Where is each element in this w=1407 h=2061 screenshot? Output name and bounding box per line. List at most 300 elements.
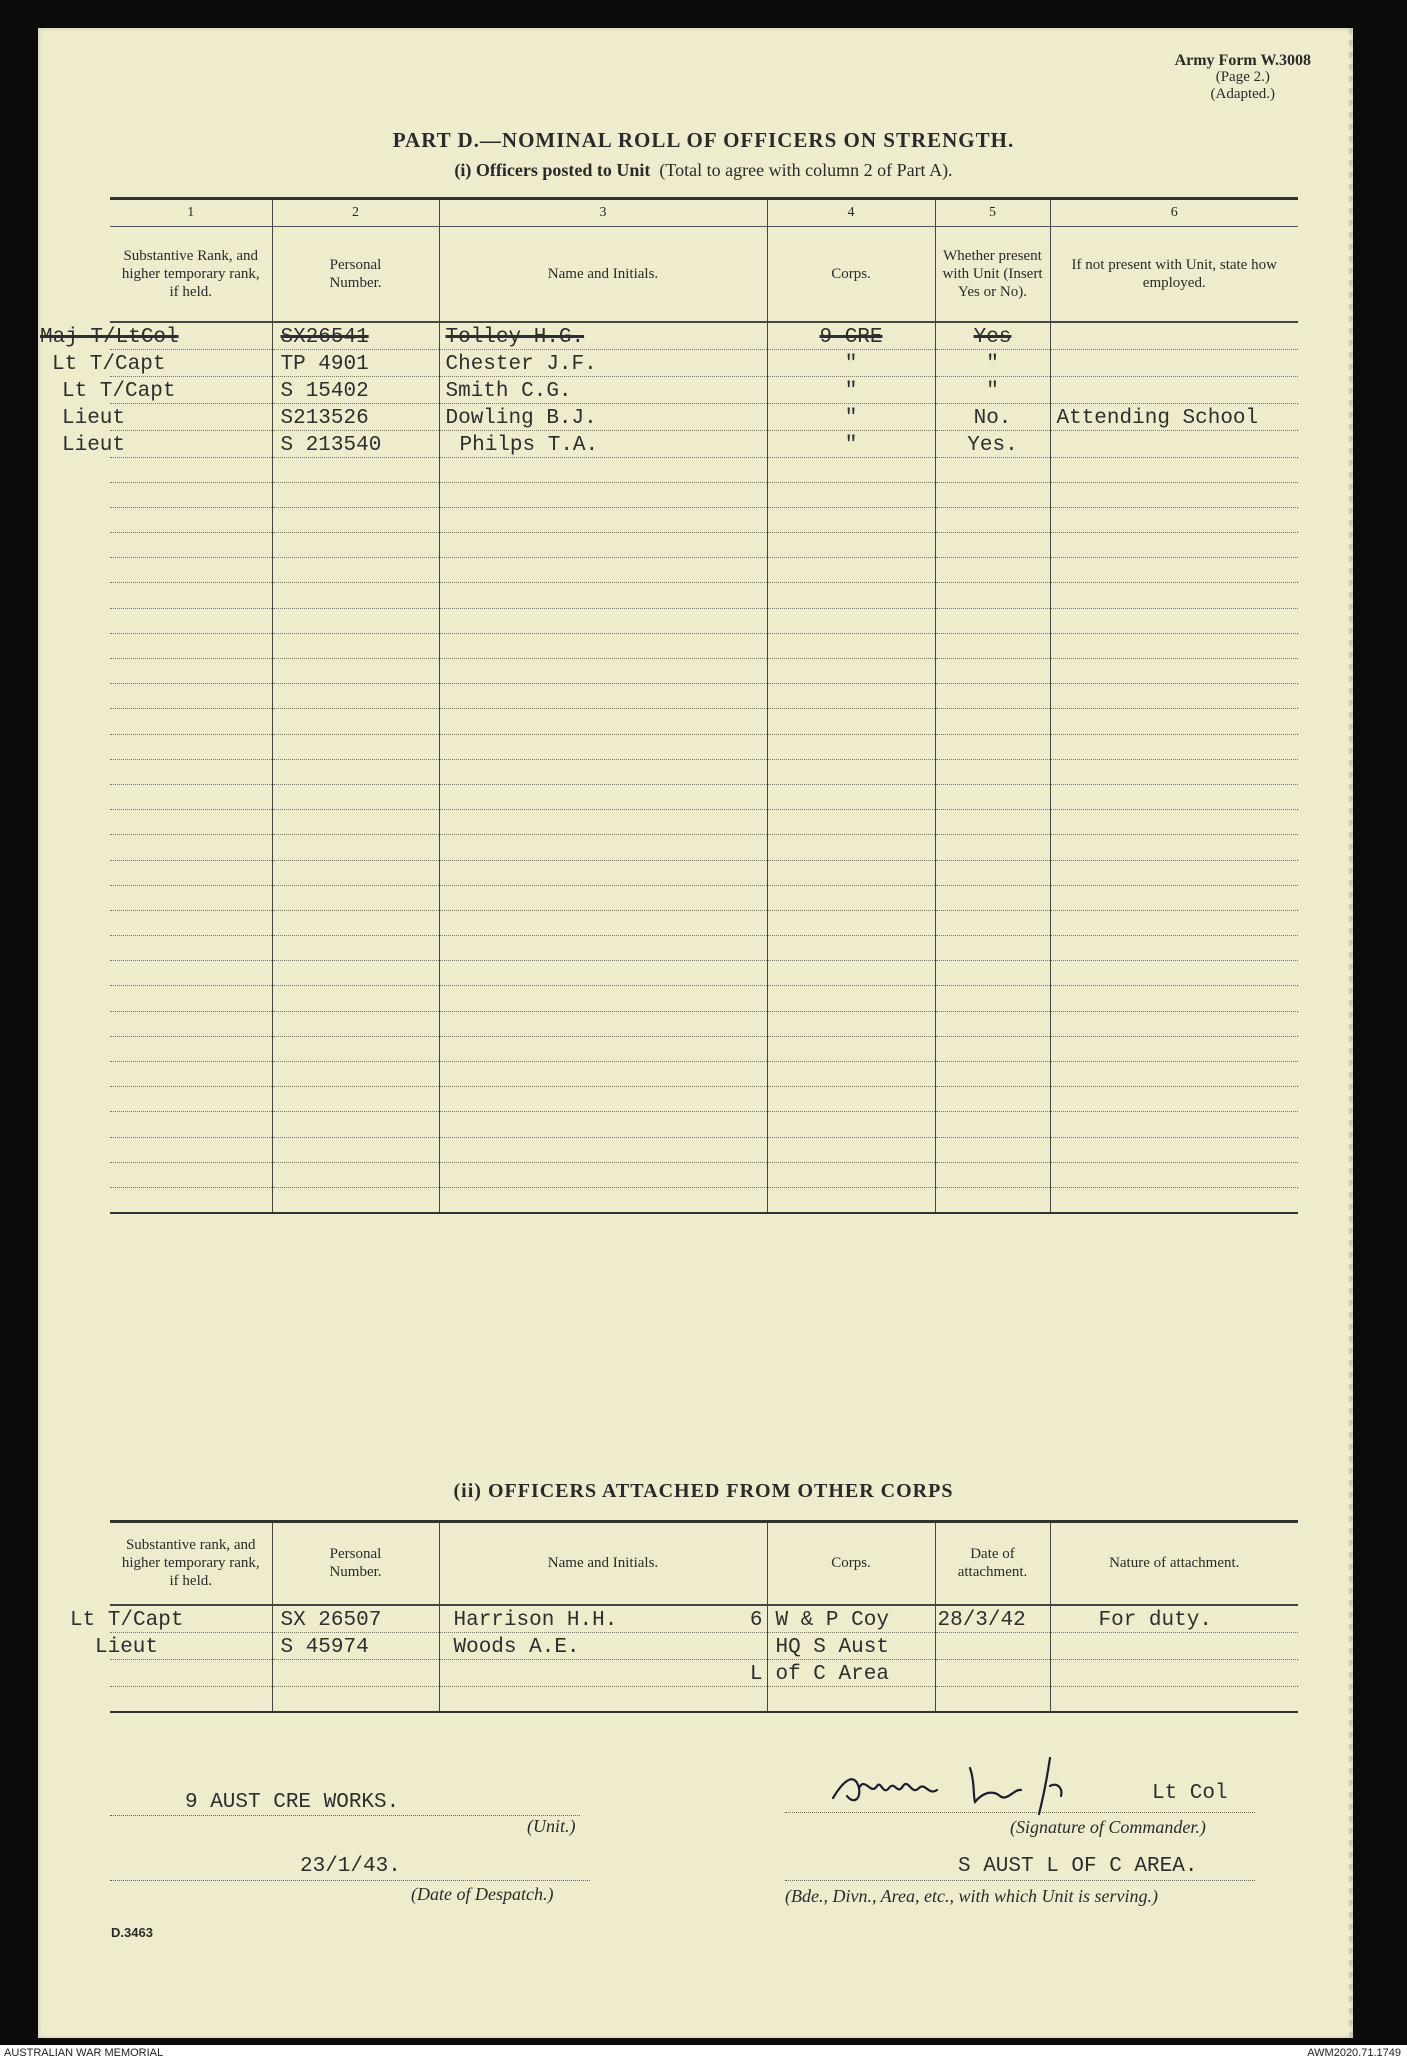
cell-name [439,558,767,583]
cell-personal-number [272,558,439,583]
col-number: 6 [1050,199,1298,227]
cell-employed [1050,633,1298,658]
cell-name [439,1632,767,1659]
cell-corps [767,1087,935,1112]
cell-corps [767,810,935,835]
commander-signature [825,1738,1135,1818]
cell-corps [767,1137,935,1162]
cell-corps [767,1632,935,1659]
cell-personal-number [272,1087,439,1112]
cell-nature [1050,1686,1298,1712]
cell-date [935,1632,1050,1659]
cell-name [439,936,767,961]
cell-present [935,1187,1050,1213]
cell-corps [767,835,935,860]
cell-present [935,1137,1050,1162]
cell-personal-number [272,860,439,885]
table-row [110,1632,1298,1659]
cell-rank [110,1036,272,1061]
cell-personal-number [272,1187,439,1213]
cell-name-text: 6 [749,1608,763,1632]
cell-rank [95,1632,272,1659]
table-row [110,1162,1298,1187]
cell-name [439,810,767,835]
cell-corps [767,659,935,684]
cell-employed [1050,1062,1298,1087]
cell-personal-number [272,1011,439,1036]
date-value: 23/1/43. [300,1855,401,1878]
cell-rank [110,885,272,910]
area-value: S AUST L OF C AREA. [958,1855,1198,1878]
cell-name [439,482,767,507]
cell-name-text: Tolley H.G. [445,325,585,349]
cell-corps-text: of C Area [775,1662,889,1686]
col-number: 2 [272,199,439,227]
cell-employed [1050,1036,1298,1061]
cell-personal-number-text: S 15402 [280,379,369,403]
cell-present [935,482,1050,507]
cell-personal-number [272,684,439,709]
cell-name [439,633,767,658]
cell-corps [767,403,935,430]
col-number: 5 [935,199,1050,227]
table-row [110,910,1298,935]
cell-present [935,1036,1050,1061]
cell-rank [52,349,272,376]
cell-name [439,376,767,403]
cell-present-text: " [986,352,999,376]
cell-present [935,558,1050,583]
cell-name [439,403,767,430]
cell-rank [110,608,272,633]
cell-present [935,810,1050,835]
cell-present [935,835,1050,860]
cell-present [935,961,1050,986]
cell-name [439,784,767,809]
cell-corps [767,583,935,608]
cell-employed [1050,659,1298,684]
header-personal-number: Personal Number. [272,1522,439,1605]
area-label: (Bde., Divn., Area, etc., with which Unit is serving.) [785,1886,1158,1906]
cell-personal-number [272,1605,439,1633]
cell-rank [110,659,272,684]
cell-rank-text: Lieut [62,433,126,457]
cell-personal-number [272,1062,439,1087]
cell-present [935,507,1050,532]
date-line [110,1880,590,1881]
cell-name [439,349,767,376]
cell-present-text: No. [973,406,1012,430]
table-row [110,659,1298,684]
cell-employed [1050,1187,1298,1213]
cell-present [935,1112,1050,1137]
cell-present [935,457,1050,482]
header-present: Whether present with Unit (Insert Yes or No). [935,227,1050,322]
cell-rank [110,961,272,986]
cell-corps [767,910,935,935]
header-corps: Corps. [767,227,935,322]
cell-employed [1050,349,1298,376]
cell-rank [62,376,272,403]
cell-rank [62,430,272,457]
cell-personal-number [272,810,439,835]
table-row [110,709,1298,734]
col-number: 4 [767,199,935,227]
cell-employed [1050,457,1298,482]
cell-personal-number [272,583,439,608]
cell-employed [1050,583,1298,608]
table-row [110,349,1298,376]
cell-personal-number [272,608,439,633]
table-row [110,633,1298,658]
cell-employed [1050,1112,1298,1137]
cell-corps [767,1112,935,1137]
cell-personal-number [272,1686,439,1712]
table-row [110,784,1298,809]
cell-name [439,583,767,608]
cell-date [935,1686,1050,1712]
cell-corps [767,322,935,350]
cell-corps [767,885,935,910]
cell-present [935,659,1050,684]
cell-present [935,376,1050,403]
cell-rank [110,583,272,608]
cell-employed [1050,376,1298,403]
cell-corps [767,1187,935,1213]
cell-rank-text: Lt T/Capt [52,352,166,376]
signature-label: (Signature of Commander.) [1010,1817,1206,1837]
cell-corps [767,507,935,532]
cell-personal-number [272,835,439,860]
table-row [110,1112,1298,1137]
cell-corps [767,1036,935,1061]
cell-name-text: L [749,1662,763,1686]
cell-name-text: Smith C.G. [445,379,572,403]
cell-rank [110,1187,272,1213]
cell-name [439,1062,767,1087]
cell-rank [110,558,272,583]
cell-employed [1050,1087,1298,1112]
cell-name [439,533,767,558]
cell-present-text: " [986,379,999,403]
cell-corps [767,986,935,1011]
table-row [110,860,1298,885]
cell-rank-text: Lt T/Capt [62,379,176,403]
table-row [110,1187,1298,1213]
cell-date [935,1605,1050,1633]
cell-name-text: Chester J.F. [445,352,597,376]
cell-present [935,583,1050,608]
cell-corps [767,608,935,633]
table-row [110,1087,1298,1112]
cell-present [935,430,1050,457]
cell-rank [110,533,272,558]
table-row [110,1659,1298,1686]
cell-rank [110,1686,272,1712]
cell-employed [1050,322,1298,350]
cell-rank [110,684,272,709]
cell-name-text: Dowling B.J. [445,406,597,430]
cell-name [439,322,767,350]
cell-personal-number-text: TP 4901 [280,352,369,376]
cell-personal-number [272,1162,439,1187]
cell-name [439,986,767,1011]
cell-rank [110,810,272,835]
cell-personal-number-text: S 45974 [280,1635,369,1659]
table-row [110,734,1298,759]
cell-present [935,709,1050,734]
cell-corps-text: " [844,433,858,457]
cell-present [935,608,1050,633]
unit-label: (Unit.) [527,1816,576,1836]
cell-name [439,430,767,457]
cell-rank [70,1605,272,1633]
cell-rank [110,633,272,658]
cell-employed [1050,430,1298,457]
cell-name [439,1112,767,1137]
cell-name [439,860,767,885]
table-row [110,1062,1298,1087]
header-corps: Corps. [767,1522,935,1605]
cell-personal-number [272,633,439,658]
cell-corps-text: " [844,406,858,430]
cell-date-text: 28/3/42 [937,1608,1026,1632]
cell-corps [767,759,935,784]
cell-personal-number [272,961,439,986]
cell-name [439,1187,767,1213]
cell-personal-number [272,659,439,684]
cell-personal-number [272,885,439,910]
cell-employed [1050,936,1298,961]
table-row [110,403,1298,430]
section-ii-title: (ii) OFFICERS ATTACHED FROM OTHER CORPS [453,1480,954,1502]
cell-present [935,1062,1050,1087]
cell-rank [110,1062,272,1087]
cell-corps [767,1011,935,1036]
table-row [110,558,1298,583]
cell-personal-number [272,1137,439,1162]
cell-rank [110,1162,272,1187]
cell-personal-number [272,910,439,935]
cell-employed [1050,533,1298,558]
officers-posted-table [40,197,1298,1214]
cell-personal-number [272,709,439,734]
table-row [110,1036,1298,1061]
cell-corps-text: W & P Coy [775,1608,889,1632]
cell-rank [110,860,272,885]
header-personal-number: Personal Number. [272,227,439,322]
table-row [110,322,1298,350]
cell-corps [767,684,935,709]
cell-name [439,659,767,684]
table-row [110,885,1298,910]
cell-rank [110,759,272,784]
cell-name [439,835,767,860]
cell-rank [110,986,272,1011]
table-row [110,986,1298,1011]
cell-personal-number [272,1036,439,1061]
area-line [785,1880,1255,1881]
cell-corps [767,457,935,482]
form-number: Army Form W.3008 [1174,52,1311,69]
cell-personal-number-text: S213526 [280,406,369,430]
header-rank: Substantive Rank, and higher temporary rank, if held. [110,227,272,322]
cell-present [935,1162,1050,1187]
cell-rank [110,1087,272,1112]
cell-rank [110,784,272,809]
cell-name [439,961,767,986]
perforated-edge [1349,28,1353,2038]
table-row [110,810,1298,835]
cell-present [935,860,1050,885]
cell-name [439,759,767,784]
cell-name [439,734,767,759]
cell-rank [110,936,272,961]
header-rank: Substantive rank, and higher temporary rank, if held. [110,1522,272,1605]
cell-present [935,349,1050,376]
cell-rank [110,1659,272,1686]
cell-corps [767,961,935,986]
cell-nature-text: For duty. [1098,1608,1212,1632]
cell-corps [767,1659,935,1686]
cell-name [439,1659,767,1686]
form-number-block [1175,52,1311,103]
table-row [110,759,1298,784]
cell-corps [767,558,935,583]
unit-line [110,1815,580,1816]
cell-employed [1050,1162,1298,1187]
cell-corps [767,734,935,759]
cell-employed [1050,810,1298,835]
cell-personal-number [272,1659,439,1686]
table-row [110,684,1298,709]
cell-personal-number [272,986,439,1011]
cell-corps [767,1686,935,1712]
cell-employed [1050,608,1298,633]
cell-name [439,1087,767,1112]
cell-name [439,885,767,910]
cell-corps [767,482,935,507]
cell-employed [1050,759,1298,784]
col-number: 1 [110,199,272,227]
cell-date [935,1659,1050,1686]
table-row [110,608,1298,633]
cell-employed [1050,403,1298,430]
cell-rank [110,1112,272,1137]
cell-corps [767,1062,935,1087]
cell-present [935,936,1050,961]
cell-corps [767,430,935,457]
col-number: 3 [439,199,767,227]
cell-employed-text: Attending School [1056,406,1259,430]
cell-present-text: Yes. [967,433,1018,457]
cell-personal-number-text: SX26541 [280,325,369,349]
cell-present [935,1011,1050,1036]
cell-employed [1050,860,1298,885]
cell-rank-text: Maj T/LtCol [40,325,179,349]
cell-corps [767,709,935,734]
cell-employed [1050,734,1298,759]
cell-name-text: Philps T.A. [459,433,599,457]
attached-header-row [110,1522,1298,1605]
cell-corps [767,936,935,961]
unit-value: 9 AUST CRE WORKS. [185,1791,400,1814]
cell-present [935,759,1050,784]
cell-corps [767,376,935,403]
table-row [110,533,1298,558]
cell-name [439,1686,767,1712]
cell-rank [110,507,272,532]
cell-personal-number [272,759,439,784]
table-row [110,1605,1298,1633]
header-nature-of-attachment: Nature of attachment. [1050,1522,1298,1605]
cell-name-text: Woods A.E. [453,1635,580,1659]
cell-present [935,784,1050,809]
cell-present [935,403,1050,430]
table-row [110,376,1298,403]
cell-personal-number [272,322,439,350]
cell-personal-number [272,784,439,809]
cell-employed [1050,1137,1298,1162]
cell-nature [1050,1632,1298,1659]
cell-personal-number [272,507,439,532]
cell-personal-number [272,1632,439,1659]
cell-personal-number-text: SX 26507 [280,1608,382,1632]
signature-rank: Lt Col [1152,1782,1228,1805]
cell-present [935,322,1050,350]
cell-present [935,1087,1050,1112]
cell-employed [1050,986,1298,1011]
cell-personal-number [272,430,439,457]
cell-personal-number [272,734,439,759]
table-row [110,1137,1298,1162]
cell-name [439,1162,767,1187]
cell-personal-number [272,482,439,507]
cell-corps-text: 9 CRE [819,325,883,349]
table-row [110,430,1298,457]
cell-corps-text: " [844,352,858,376]
cell-employed [1050,961,1298,986]
cell-employed [1050,558,1298,583]
cell-rank-text: Lieut [95,1635,159,1659]
cell-rank-text: Lt T/Capt [70,1608,184,1632]
cell-name [439,684,767,709]
archive-credit: AUSTRALIAN WAR MEMORIAL [4,2047,164,2059]
cell-name [439,507,767,532]
page-subtitle [0,160,1407,181]
cell-personal-number [272,457,439,482]
cell-rank [110,482,272,507]
cell-corps [767,860,935,885]
cell-rank [110,1011,272,1036]
header-employed: If not present with Unit, state how employed. [1050,227,1298,322]
cell-personal-number [272,403,439,430]
cell-rank [62,403,272,430]
cell-personal-number [272,936,439,961]
table-row [110,1011,1298,1036]
cell-name [439,1137,767,1162]
cell-rank [110,835,272,860]
cell-employed [1050,1011,1298,1036]
archive-reference: AWM2020.71.1749 [1307,2047,1401,2059]
cell-employed [1050,709,1298,734]
cell-present [935,885,1050,910]
cell-present [935,986,1050,1011]
cell-corps-text: HQ S Aust [775,1635,889,1659]
cell-rank [40,322,272,350]
form-page-number: (Page 2.) [1215,69,1270,85]
subtitle-bold: (i) Officers posted to Unit [454,160,651,180]
